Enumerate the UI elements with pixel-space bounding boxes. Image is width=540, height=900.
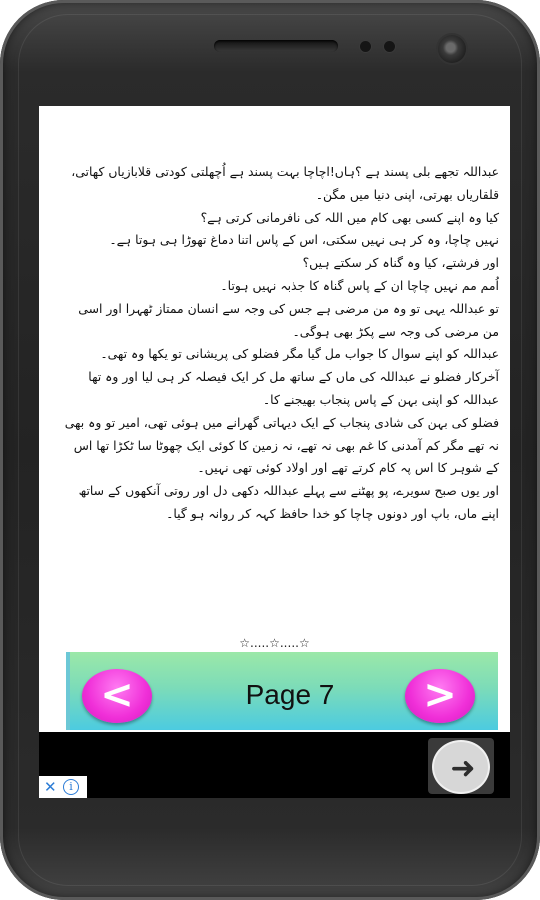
story-text [63, 161, 499, 526]
app-screen [39, 106, 510, 798]
next-page-button[interactable] [405, 669, 475, 723]
front-camera [438, 35, 466, 63]
paragraph: عبداللہ کو اپنے سوال کا جواب مل گیا مگر فضلو کی پریشانی تو یکھا وہ تھی۔ [100, 346, 499, 362]
chevron-right-icon: > [423, 672, 457, 718]
paragraph: تو عبداللہ یہی تو وہ من مرضی ہے جس کی وجہ سے انسان ممتاز ٹھہرا اور اسی من مرضی کی وجہ سے پکڑ بھی ہوگی۔ [78, 300, 499, 339]
paragraph: آخرکار فضلو نے عبداللہ کی ماں کے ساتھ مل کر ایک فیصلہ کر ہی لیا اور وہ تھا عبداللہ کو اپنی بہن کے پاس پنجاب بھیجنے کا۔ [88, 369, 499, 407]
reader-page [39, 106, 510, 651]
arrow-right-icon: ➜ [450, 751, 476, 786]
ad-banner[interactable] [39, 732, 510, 798]
section-separator: ☆.....☆.....☆ [239, 636, 310, 650]
ad-forward-circle [432, 740, 490, 794]
paragraph: اُمم مم نہیں چاچا ان کے پاس گناہ کا جذبہ نہیں ہوتا۔ [220, 277, 499, 293]
chevron-left-icon: < [100, 672, 134, 718]
paragraph: فضلو کی بہن کی شادی پنجاب کے ایک دیہاتی گھرانے میں ہوئی تھی، امیر تو وہ بھی نہ تھے مگر کم آمدنی کا غم بھی نہ تھے، نہ زمین کا کوئی ایک چھوٹا سا ٹکڑا تھا اس کے شوہر کا اس پہ کام کرتے تھے اور اولاد کوئی تھی نہیں۔ [64, 414, 499, 476]
earpiece-speaker [214, 40, 338, 52]
close-icon[interactable]: ✕ [44, 778, 57, 796]
page-number-label: Page 7 [245, 679, 335, 710]
paragraph: اور فرشتے، کیا وہ گناہ کر سکتے ہیں؟ [302, 255, 499, 271]
sensor-dot [360, 41, 371, 52]
paragraph: کیا وہ اپنے کسی بھی کام میں اللہ کی نافرمانی کرتی ہے؟ [200, 209, 499, 225]
info-icon[interactable]: i [63, 779, 79, 795]
ad-forward-button[interactable] [428, 738, 494, 794]
paragraph: اور یوں صبح سویرے، پو پھٹنے سے پہلے عبداللہ دکھی دل اور روتی آنکھوں کے ساتھ اپنے ماں، باپ اور دونوں چاچا کو خدا حافظ کہہ کر روانہ ہو گیا۔ [78, 483, 499, 521]
previous-page-button[interactable] [82, 669, 152, 723]
page-navigation-bar [66, 652, 498, 730]
ad-choices[interactable] [39, 776, 87, 798]
sensor-dot [384, 41, 395, 52]
paragraph: عبداللہ تجھے بلی پسند ہے ؟ہاں!اچاچا بہت پسند ہے اُچھلتی کودتی قلابازیاں کھاتی، قلقاریاں بھرتی، اپنی دنیا میں مگن۔ [71, 164, 499, 202]
paragraph: نہیں چاچا، وہ کر ہی نہیں سکتی، اس کے پاس اتنا دماغ تھوڑا ہی ہوتا ہے۔ [109, 232, 499, 248]
